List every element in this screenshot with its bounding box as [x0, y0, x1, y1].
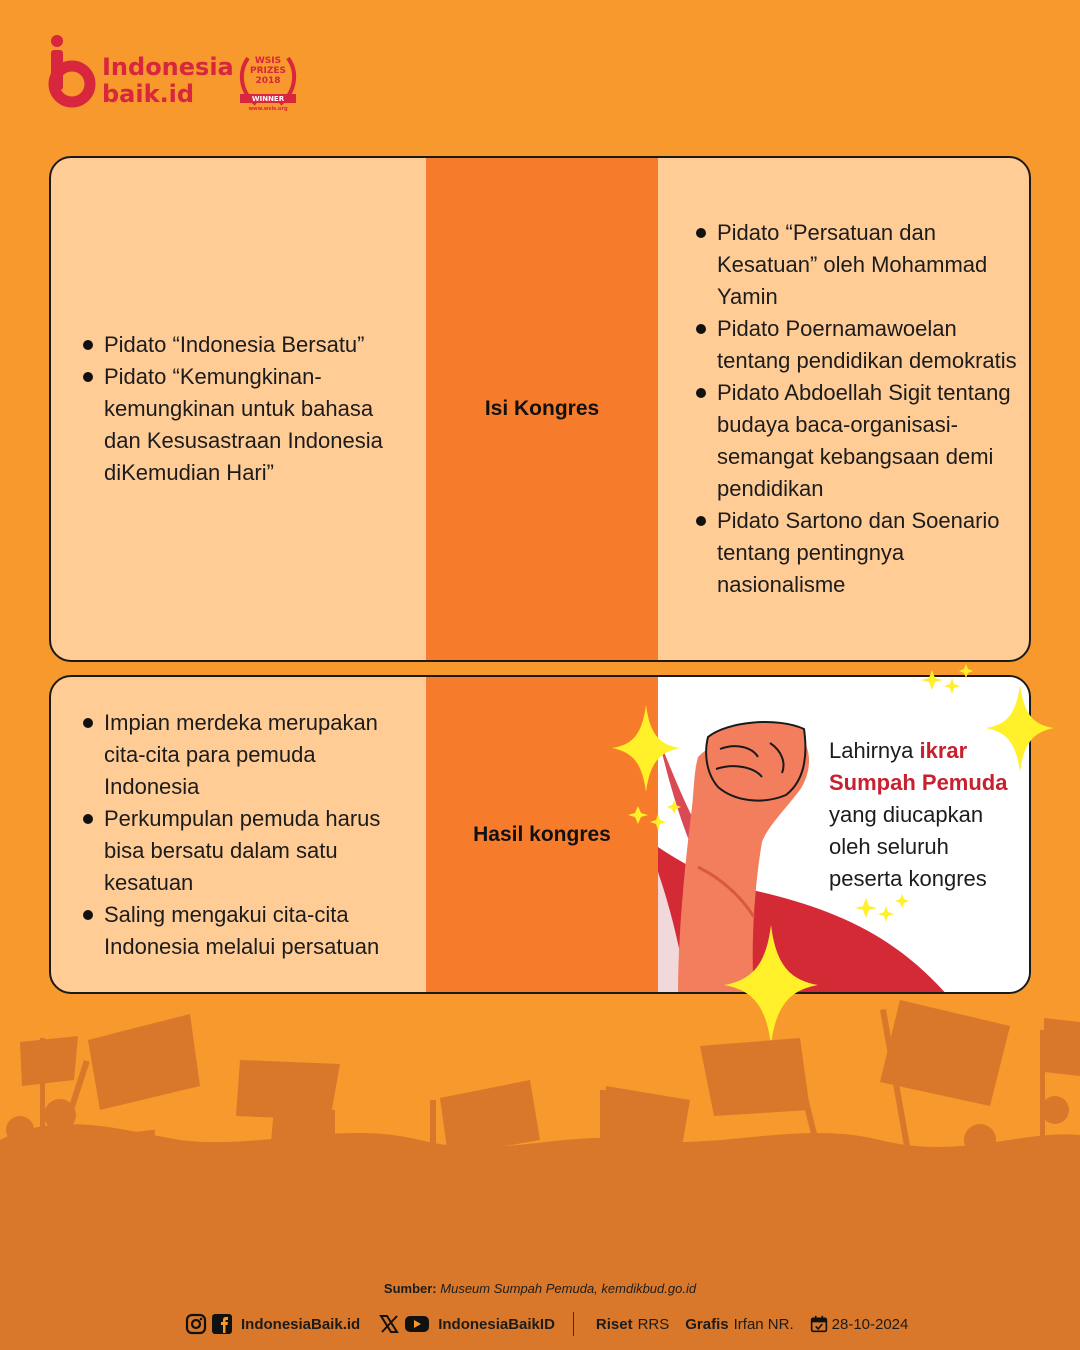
- award-site: www.wsis.org: [248, 106, 288, 112]
- handle-indonesiabaik[interactable]: IndonesiaBaik.id: [241, 1315, 361, 1333]
- handle-indonesiabaikid[interactable]: IndonesiaBaikID: [438, 1315, 555, 1333]
- award-line1: WSIS: [254, 56, 282, 66]
- sparkle-icon: [612, 705, 680, 792]
- source-label: Sumber:: [383, 1281, 437, 1296]
- sparkle-icon: [855, 898, 877, 918]
- x-icon[interactable]: [378, 1313, 400, 1335]
- list-item: Pidato “Kemungkinan-kemungkinan untuk bahasa dan Kesusastraan Indonesia diKemudian Hari”: [83, 361, 414, 489]
- result-suffix: yang diucapkan oleh seluruh peserta kongres: [829, 802, 987, 891]
- result-highlight: ikrar Sumpah Pemuda: [829, 738, 1008, 795]
- section-title: Isi Kongres: [426, 158, 658, 660]
- calendar-icon: [810, 1315, 828, 1333]
- graphic-value: Irfan NR.: [733, 1315, 794, 1333]
- award-line2: PRIZES: [249, 66, 287, 76]
- list-item: Pidato Abdoellah Sigit tentang budaya baca-organisasi-semangat kebangsaan demi pendidikan: [696, 377, 1021, 505]
- list-item: Impian merdeka merupakan cita-cita para pemuda Indonesia: [83, 707, 414, 803]
- research-value: RRS: [637, 1315, 670, 1333]
- award-year: 2018: [255, 76, 281, 86]
- result-prefix: Lahirnya: [829, 738, 920, 763]
- graphic-label: Grafis: [685, 1315, 729, 1333]
- section-title: Hasil kongres: [426, 677, 658, 992]
- brand-line2: baik.id: [102, 80, 195, 108]
- instagram-icon[interactable]: [185, 1313, 207, 1335]
- sparkle-icon: [921, 670, 943, 690]
- list-item: Saling mengakui cita-cita Indonesia melalui persatuan: [83, 899, 414, 963]
- source-line: [0, 1281, 1080, 1296]
- list-item: Pidato Sartono dan Soenario tentang pentingnya nasionalisme: [696, 505, 1021, 601]
- sparkle-icon: [878, 906, 894, 922]
- sparkle-icon: [895, 894, 909, 908]
- facebook-icon[interactable]: [211, 1313, 233, 1335]
- footer-bar: [185, 1310, 908, 1338]
- publish-date: 28-10-2024: [831, 1315, 909, 1333]
- sparkle-icon: [667, 800, 681, 814]
- sparkle-icon: [959, 664, 973, 678]
- brand-line1: Indonesia: [102, 53, 234, 81]
- list-item: Perkumpulan pemuda harus bisa bersatu dalam satu kesatuan: [83, 803, 414, 899]
- sparkle-icon: [650, 814, 666, 830]
- list-item: Pidato “Persatuan dan Kesatuan” oleh Mohammad Yamin: [696, 217, 1021, 313]
- crowd-silhouette: [0, 990, 1080, 1350]
- sparkle-icon: [944, 678, 960, 694]
- research-label: Riset: [595, 1315, 633, 1333]
- youtube-icon[interactable]: [404, 1313, 430, 1335]
- footer-divider: [573, 1312, 574, 1336]
- sparkle-icon: [986, 685, 1054, 772]
- sparkle-icon: [628, 806, 648, 824]
- award-label: WINNER: [251, 95, 285, 103]
- source-text: Museum Sumpah Pemuda, kemdikbud.go.id: [440, 1281, 697, 1296]
- list-item: Pidato “Indonesia Bersatu”: [83, 329, 414, 361]
- list-item: Pidato Poernamawoelan tentang pendidikan demokratis: [696, 313, 1021, 377]
